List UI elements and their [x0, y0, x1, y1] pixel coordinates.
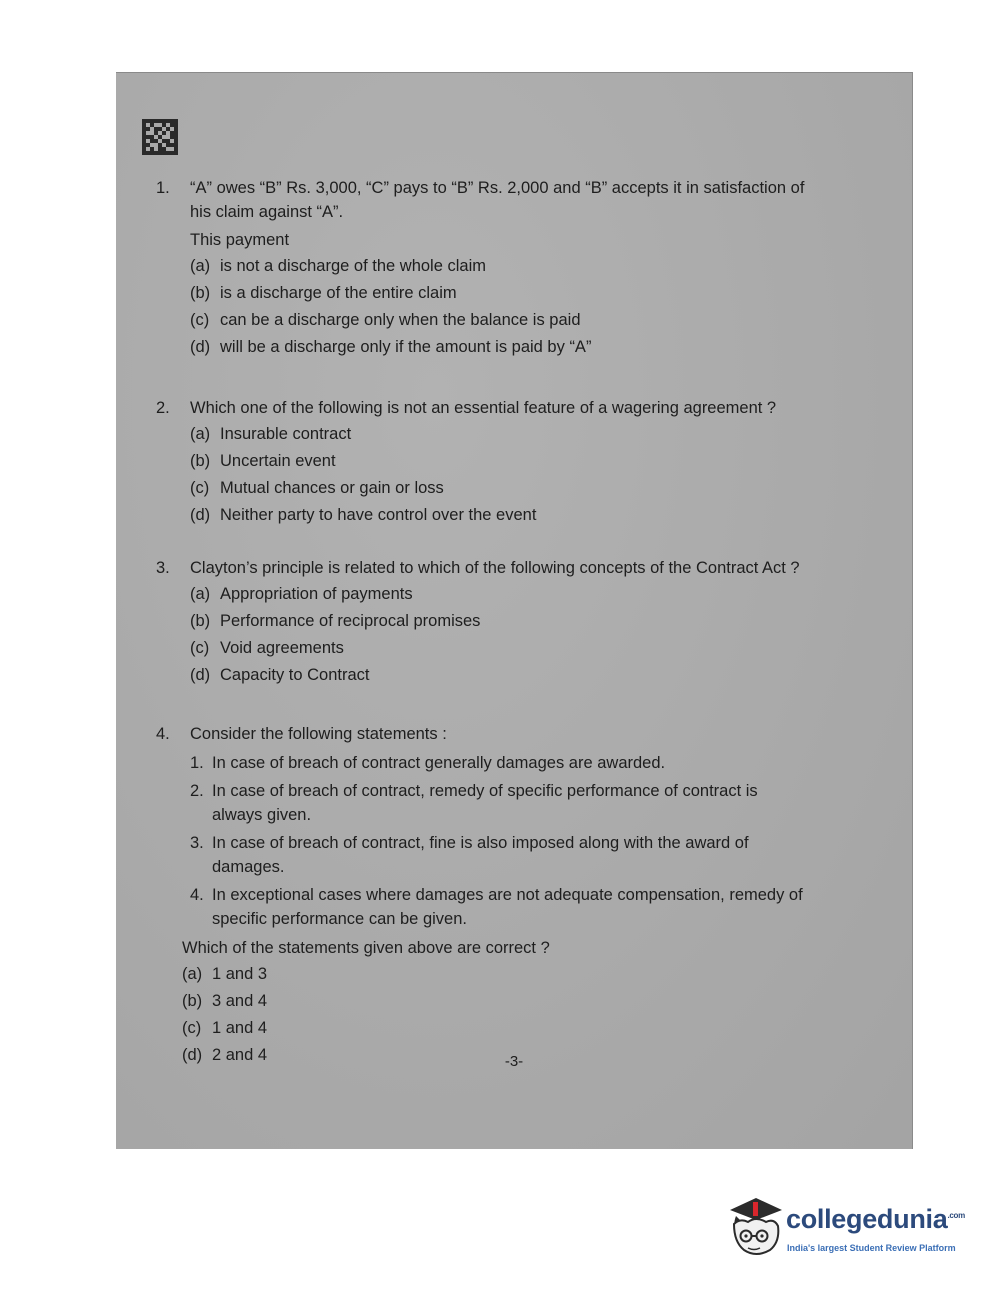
statement-text: In exceptional cases where damages are not adequate compensation, remedy of specific performance can be given.	[212, 885, 803, 928]
statement-1	[190, 751, 812, 775]
option-text: Void agreements	[220, 638, 344, 657]
question-2	[156, 397, 812, 529]
option-label: (b)	[190, 283, 211, 302]
option-d	[190, 662, 812, 689]
option-label: (c)	[190, 638, 210, 657]
option-text: 1 and 4	[212, 1018, 268, 1037]
option-c	[190, 475, 812, 502]
statement-3	[190, 831, 812, 879]
statement-number: 1.	[190, 753, 204, 772]
page-number: -3-	[504, 1053, 524, 1070]
option-text: Performance of reciprocal promises	[220, 611, 481, 630]
question-prompt: Which of the statements given above are correct ?	[182, 938, 550, 957]
statement-number: 4.	[190, 885, 204, 904]
option-label: (a)	[182, 964, 203, 983]
option-b	[190, 608, 812, 635]
option-text: is not a discharge of the whole claim	[220, 256, 486, 275]
question-stem: “A” owes “B” Rs. 3,000, “C” pays to “B” Rs. 2,000 and “B” accepts it in satisfaction of his claim against “A”.	[190, 179, 805, 221]
option-text: will be a discharge only if the amount is paid by “A”	[220, 337, 592, 356]
option-text: Uncertain event	[220, 451, 336, 470]
option-label: (b)	[190, 611, 211, 630]
option-text: Capacity to Contract	[220, 665, 370, 684]
option-c	[190, 307, 812, 334]
qr-code-icon	[142, 119, 178, 155]
statement-number: 3.	[190, 833, 204, 852]
statement-number: 2.	[190, 781, 204, 800]
option-label: (b)	[190, 451, 211, 470]
option-label: (a)	[190, 424, 211, 443]
option-label: (c)	[190, 478, 210, 497]
option-label: (d)	[190, 337, 211, 356]
question-4	[156, 723, 812, 1069]
brand-tagline: India's largest Student Review Platform	[787, 1243, 956, 1253]
option-b	[190, 448, 812, 475]
option-b	[190, 280, 812, 307]
question-substem: This payment	[190, 230, 290, 249]
question-number: 1.	[156, 179, 170, 197]
option-label: (d)	[182, 1045, 203, 1064]
question-stem: Clayton’s principle is related to which of the following concepts of the Contract Act ?	[190, 559, 800, 577]
question-number: 4.	[156, 725, 170, 743]
option-d	[190, 502, 812, 529]
option-label: (a)	[190, 584, 211, 603]
option-label: (c)	[190, 310, 210, 329]
brand-name: collegedunia$^{.com}$	[786, 1204, 965, 1234]
option-label: (d)	[190, 505, 211, 524]
option-a	[190, 421, 812, 448]
option-text: 1 and 3	[212, 964, 268, 983]
question-number: 2.	[156, 399, 170, 417]
option-c	[182, 1015, 812, 1042]
option-b	[182, 988, 812, 1015]
question-number: 3.	[156, 559, 170, 577]
question-stem: Consider the following statements :	[190, 725, 447, 743]
option-label: (a)	[190, 256, 211, 275]
option-a	[182, 961, 812, 988]
option-text: Insurable contract	[220, 424, 352, 443]
option-d	[190, 334, 812, 361]
option-text: is a discharge of the entire claim	[220, 283, 457, 302]
question-stem: Which one of the following is not an essential feature of a wagering agreement ?	[190, 399, 777, 417]
option-a	[190, 253, 812, 280]
option-text: can be a discharge only when the balance is paid	[220, 310, 581, 329]
option-text: 2 and 4	[212, 1045, 268, 1064]
option-text: 3 and 4	[212, 991, 268, 1010]
statement-text: In case of breach of contract, fine is also imposed along with the award of damages.	[212, 833, 749, 876]
statement-2	[190, 779, 812, 827]
option-a	[190, 581, 812, 608]
question-1	[156, 177, 812, 361]
option-text: Neither party to have control over the event	[220, 505, 537, 524]
statement-4	[190, 883, 812, 931]
scanned-page	[116, 72, 913, 1149]
option-text: Mutual chances or gain or loss	[220, 478, 444, 497]
question-3	[156, 557, 812, 689]
collegedunia-logo[interactable]	[726, 1196, 965, 1266]
brand-domain: .com	[947, 1211, 965, 1220]
statement-text: In case of breach of contract, remedy of specific performance of contract is always given.	[212, 781, 758, 824]
option-label: (d)	[190, 665, 211, 684]
statement-text: In case of breach of contract generally damages are awarded.	[212, 753, 666, 772]
option-label: (b)	[182, 991, 203, 1010]
option-c	[190, 635, 812, 662]
option-label: (c)	[182, 1018, 202, 1037]
option-text: Appropriation of payments	[220, 584, 413, 603]
graduate-mascot-icon	[726, 1196, 786, 1260]
